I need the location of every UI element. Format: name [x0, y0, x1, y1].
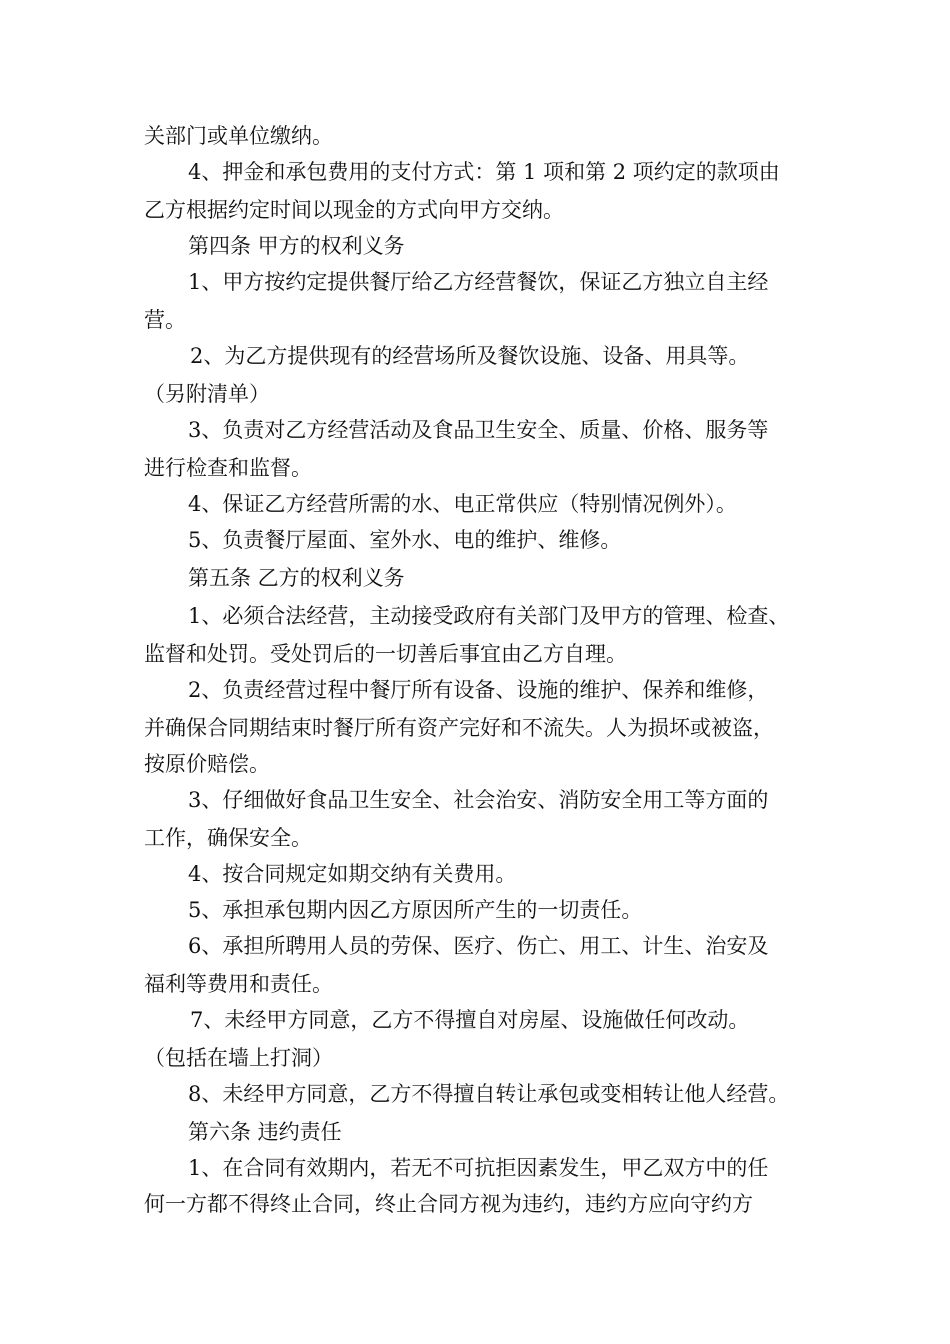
text-line: 福利等费用和责任。	[144, 972, 333, 996]
text-line: 2、为乙方提供现有的经营场所及餐饮设施、设备、用具等。	[190, 344, 750, 368]
text-line: 7、未经甲方同意，乙方不得擅自对房屋、设施做任何改动。	[190, 1008, 750, 1032]
text-line: （包括在墙上打洞）	[144, 1046, 333, 1070]
section-heading: 第四条 甲方的权利义务	[188, 234, 405, 258]
text-line: 监督和处罚。受处罚后的一切善后事宜由乙方自理。	[144, 642, 627, 666]
text-line: 营。	[144, 308, 186, 332]
text-line: 1、甲方按约定提供餐厅给乙方经营餐饮，保证乙方独立自主经	[188, 270, 769, 294]
text-line: 工作，确保安全。	[144, 826, 312, 850]
section-heading: 第五条 乙方的权利义务	[188, 566, 405, 590]
text-line: 进行检查和监督。	[144, 456, 312, 480]
text-line: 5、承担承包期内因乙方原因所产生的一切责任。	[188, 898, 643, 922]
text-line: 何一方都不得终止合同，终止合同方视为违约，违约方应向守约方	[144, 1192, 753, 1216]
text-line: 3、负责对乙方经营活动及食品卫生安全、质量、价格、服务等	[188, 418, 769, 442]
text-line: 乙方根据约定时间以现金的方式向甲方交纳。	[144, 198, 564, 222]
text-line: 8、未经甲方同意，乙方不得擅自转让承包或变相转让他人经营。	[188, 1082, 790, 1106]
text-line: 关部门或单位缴纳。	[144, 124, 333, 148]
text-line: （另附清单）	[144, 382, 270, 406]
text-line: 3、仔细做好食品卫生安全、社会治安、消防安全用工等方面的	[188, 788, 769, 812]
text-line: 5、负责餐厅屋面、室外水、电的维护、维修。	[188, 528, 622, 552]
text-line: 1、必须合法经营，主动接受政府有关部门及甲方的管理、检查、	[188, 604, 790, 628]
text-line: 6、承担所聘用人员的劳保、医疗、伤亡、用工、计生、治安及	[188, 934, 769, 958]
text-line: 并确保合同期结束时餐厅所有资产完好和不流失。人为损坏或被盗，	[144, 716, 774, 740]
text-line: 4、押金和承包费用的支付方式：第 1 项和第 2 项约定的款项由	[188, 160, 780, 184]
text-line: 2、负责经营过程中餐厅所有设备、设施的维护、保养和维修，	[188, 678, 769, 702]
text-line: 4、按合同规定如期交纳有关费用。	[188, 862, 517, 886]
text-line: 按原价赔偿。	[144, 752, 270, 776]
text-line: 4、保证乙方经营所需的水、电正常供应（特别情况例外）。	[188, 492, 737, 516]
text-line: 1、在合同有效期内，若无不可抗拒因素发生，甲乙双方中的任	[188, 1156, 769, 1180]
section-heading: 第六条 违约责任	[188, 1120, 342, 1144]
